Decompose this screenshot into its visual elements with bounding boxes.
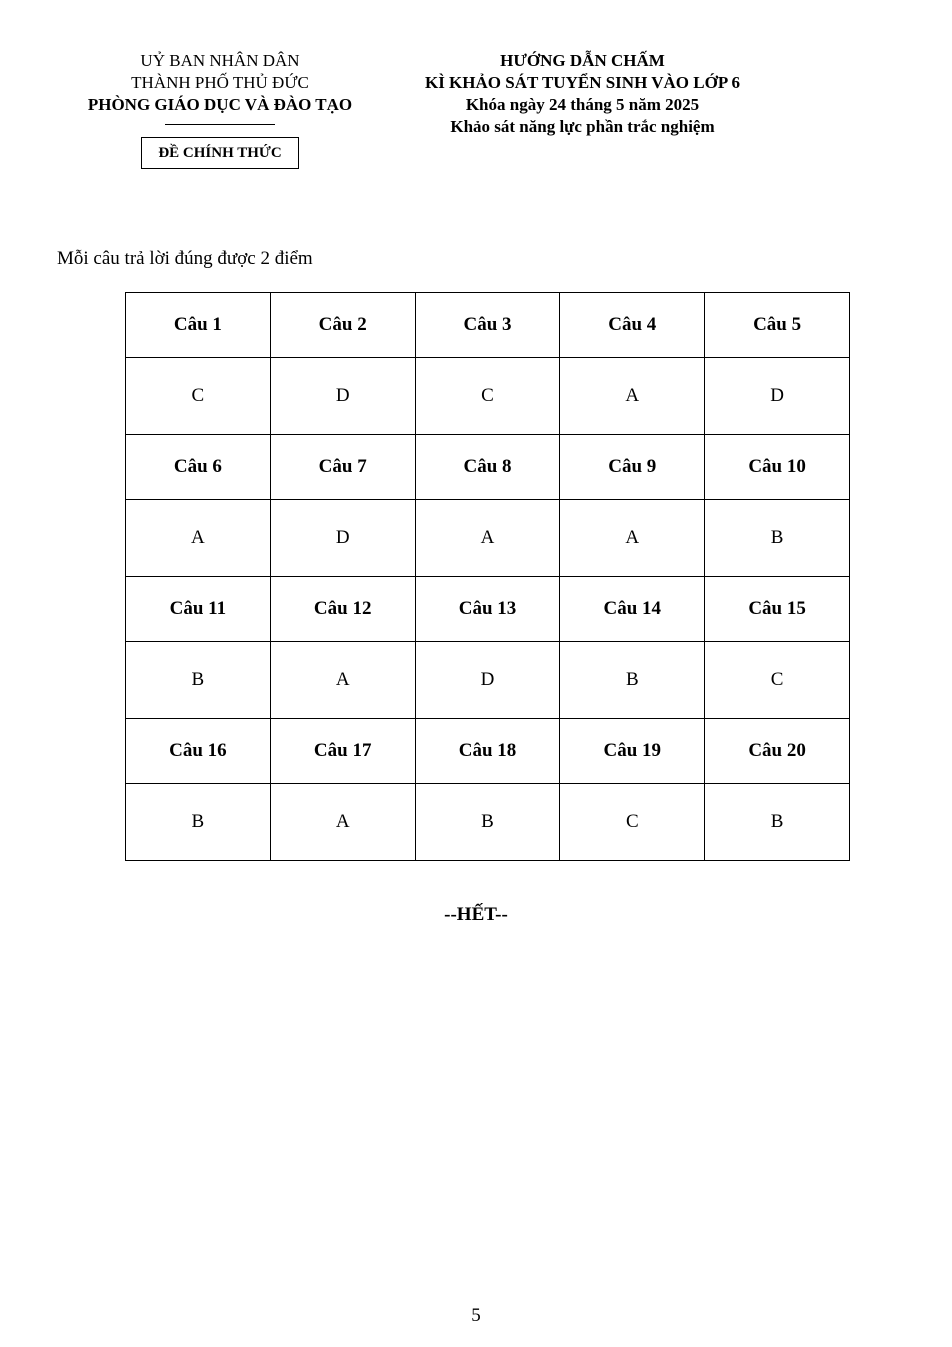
answer-cell: D xyxy=(270,358,415,435)
answer-cell: B xyxy=(705,500,850,577)
answer-cell: B xyxy=(705,784,850,861)
question-label-cell: Câu 13 xyxy=(415,577,560,642)
question-label-cell: Câu 19 xyxy=(560,719,705,784)
answer-cell: D xyxy=(705,358,850,435)
answer-cell: B xyxy=(415,784,560,861)
header-divider xyxy=(165,124,275,125)
document-title-block xyxy=(395,50,770,138)
question-label-cell: Câu 20 xyxy=(705,719,850,784)
answer-row xyxy=(126,358,850,435)
question-label-cell: Câu 12 xyxy=(270,577,415,642)
official-badge: ĐỀ CHÍNH THỨC xyxy=(141,137,298,169)
answer-cell: B xyxy=(126,642,271,719)
answer-cell: B xyxy=(126,784,271,861)
issuer-line-3: PHÒNG GIÁO DỤC VÀ ĐÀO TẠO xyxy=(87,95,353,114)
question-label-cell: Câu 9 xyxy=(560,435,705,500)
exam-section: Khảo sát năng lực phần trắc nghiệm xyxy=(450,117,715,136)
answer-cell: C xyxy=(415,358,560,435)
end-marker: --HẾT-- xyxy=(444,904,508,925)
answer-cell: A xyxy=(415,500,560,577)
question-label-cell: Câu 15 xyxy=(705,577,850,642)
question-label-cell: Câu 4 xyxy=(560,293,705,358)
exam-name: KÌ KHẢO SÁT TUYỂN SINH VÀO LỚP 6 xyxy=(424,73,741,92)
answer-row xyxy=(126,500,850,577)
question-label-cell: Câu 1 xyxy=(126,293,271,358)
question-label-cell: Câu 5 xyxy=(705,293,850,358)
page-number: 5 xyxy=(471,1305,481,1326)
issuer-line-1: UỶ BAN NHÂN DÂN xyxy=(140,51,300,70)
answer-cell: A xyxy=(126,500,271,577)
scoring-note: Mỗi câu trả lời đúng được 2 điểm xyxy=(57,248,313,269)
question-label-cell: Câu 16 xyxy=(126,719,271,784)
question-label-cell: Câu 18 xyxy=(415,719,560,784)
question-row xyxy=(126,435,850,500)
issuer-line-2: THÀNH PHỐ THỦ ĐỨC xyxy=(131,73,309,92)
question-row xyxy=(126,577,850,642)
exam-date: Khóa ngày 24 tháng 5 năm 2025 xyxy=(465,95,700,114)
question-label-cell: Câu 14 xyxy=(560,577,705,642)
question-label-cell: Câu 17 xyxy=(270,719,415,784)
question-label-cell: Câu 7 xyxy=(270,435,415,500)
question-label-cell: Câu 10 xyxy=(705,435,850,500)
answer-cell: C xyxy=(126,358,271,435)
question-label-cell: Câu 11 xyxy=(126,577,271,642)
answer-row xyxy=(126,642,850,719)
document-title: HƯỚNG DẪN CHẤM xyxy=(500,51,665,70)
answer-cell: B xyxy=(560,642,705,719)
answer-cell: D xyxy=(270,500,415,577)
question-row xyxy=(126,293,850,358)
question-row xyxy=(126,719,850,784)
answer-cell: A xyxy=(270,642,415,719)
question-label-cell: Câu 2 xyxy=(270,293,415,358)
answer-cell: C xyxy=(560,784,705,861)
question-label-cell: Câu 6 xyxy=(126,435,271,500)
answer-cell: D xyxy=(415,642,560,719)
answer-cell: A xyxy=(270,784,415,861)
question-label-cell: Câu 3 xyxy=(415,293,560,358)
question-label-cell: Câu 8 xyxy=(415,435,560,500)
answer-row xyxy=(126,784,850,861)
answer-cell: A xyxy=(560,358,705,435)
answer-cell: C xyxy=(705,642,850,719)
answer-cell: A xyxy=(560,500,705,577)
answer-key-table xyxy=(125,292,850,861)
issuer-header xyxy=(60,50,380,169)
